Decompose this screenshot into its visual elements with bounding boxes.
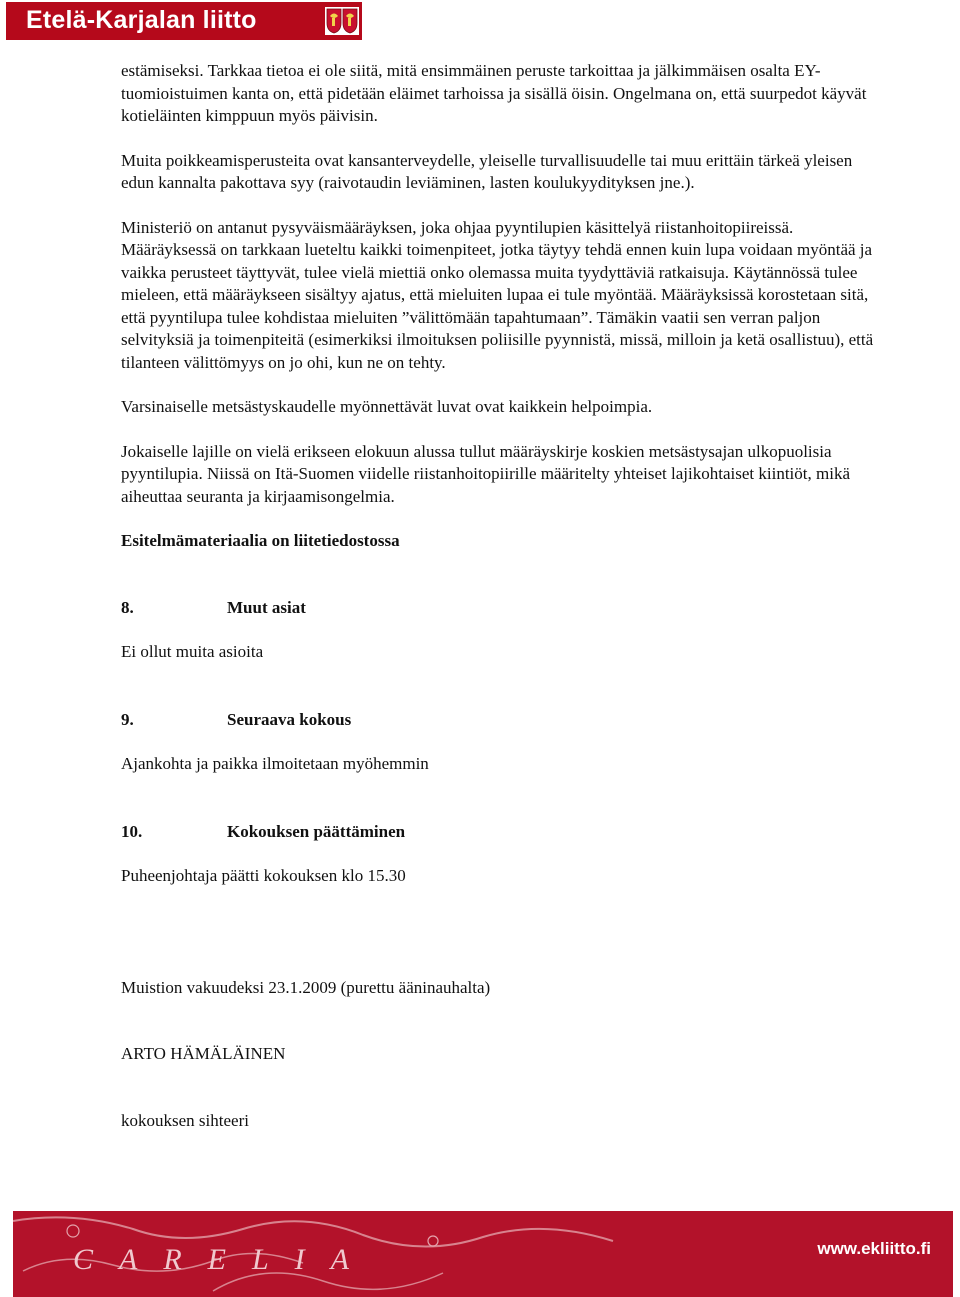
section-text: Puheenjohtaja päätti kokouksen klo 15.30 [121, 866, 406, 885]
signature-note: Muistion vakuudeksi 23.1.2009 (purettu ääninauhalta) [121, 977, 491, 997]
paragraph-5: Jokaiselle lajille on vielä erikseen elokuun alussa tullut määräyskirje koskien metsästysajan ulkopuolisia pyyntilupia. Niissä on Itä-Suomen viidelle riistanhoitopiirille määritelty yhteiset lajikohtaiset kiintiöt, mikä aiheuttaa seuranta ja kirjaamisongelmia. [121, 441, 850, 506]
section-number: 8. [121, 597, 134, 617]
section-text: Ei ollut muita asioita [121, 642, 264, 661]
map-lettering: CARELIA [73, 1243, 375, 1276]
organization-title: Etelä-Karjalan liitto [26, 6, 257, 34]
coat-of-arms-icon [324, 6, 360, 36]
signatory-name: ARTO HÄMÄLÄINEN [121, 1044, 286, 1063]
section-title: Seuraava kokous [227, 709, 352, 729]
section-text: Ajankohta ja paikka ilmoitetaan myöhemmin [121, 754, 429, 773]
section-number: 10. [121, 821, 143, 841]
historic-map-image [13, 1211, 713, 1297]
paragraph-2: Muita poikkeamisperusteita ovat kansanterveydelle, yleiselle turvallisuudelle tai muu erittäin tärkeä yleisen edun kannalta pakottava syy (raivotaudin leviäminen, lasten koulukyydityksen jne.). [121, 150, 853, 192]
section-heading-8 [121, 597, 881, 620]
attachment-note: Esitelmämateriaalia on liitetiedostossa [121, 531, 400, 550]
document-body [121, 60, 881, 1132]
paragraph-1: estämiseksi. Tarkkaa tietoa ei ole siitä, mitä ensimmäinen peruste tarkoittaa ja jälkimmäisen osalta EY-tuomioistuimen kanta on, että pidetään eläimet tarhoissa ja sisällä öisin. Ongelmana on, että suurpedot käyvät kotieläinten kimppuun myös päivisin. [121, 61, 867, 125]
website-link[interactable]: www.ekliitto.fi [817, 1239, 931, 1258]
section-title: Muut asiat [227, 597, 306, 617]
footer-banner [13, 1211, 953, 1297]
signatory-role: kokouksen sihteeri [121, 1110, 249, 1130]
section-heading-10 [121, 821, 881, 844]
paragraph-4: Varsinaiselle metsästyskaudelle myönnettävät luvat ovat kaikkein helpoimpia. [121, 397, 653, 416]
section-title: Kokouksen päättäminen [227, 821, 406, 841]
section-heading-9 [121, 709, 881, 732]
header-banner [6, 2, 362, 40]
paragraph-3: Ministeriö on antanut pysyväismääräyksen, joka ohjaa pyyntilupien käsittelyä riistanhoitopiireissä. Määräyksessä on tarkkaan lueteltu kaikki toimenpiteet, jotka täytyy tehdä ennen kuin lupa voidaan myöntää ja vaikka perusteet täyttyvät, tulee vielä miettiä onko olemassa muita tyydyttäviä ratkaisuja. Käytännössä tulee mieleen, että määräykseen sisältyy ajatus, että mieluiten lupaa ei tule myöntää. Määräyksissä korostetaan sitä, että pyyntilupa tulee kohdistaa mieluiten ”välittömään tapahtumaan”. Tämäkin vaatii sen verran paljon selvityksiä ja toimenpiteitä (esimerkiksi ilmoituksen poliisille pyynnistä, missä, milloin ja ketä osallistuu), että tilanteen välittömyys on jo ohi, kun ne on tehty. [121, 217, 874, 372]
section-number: 9. [121, 709, 134, 729]
